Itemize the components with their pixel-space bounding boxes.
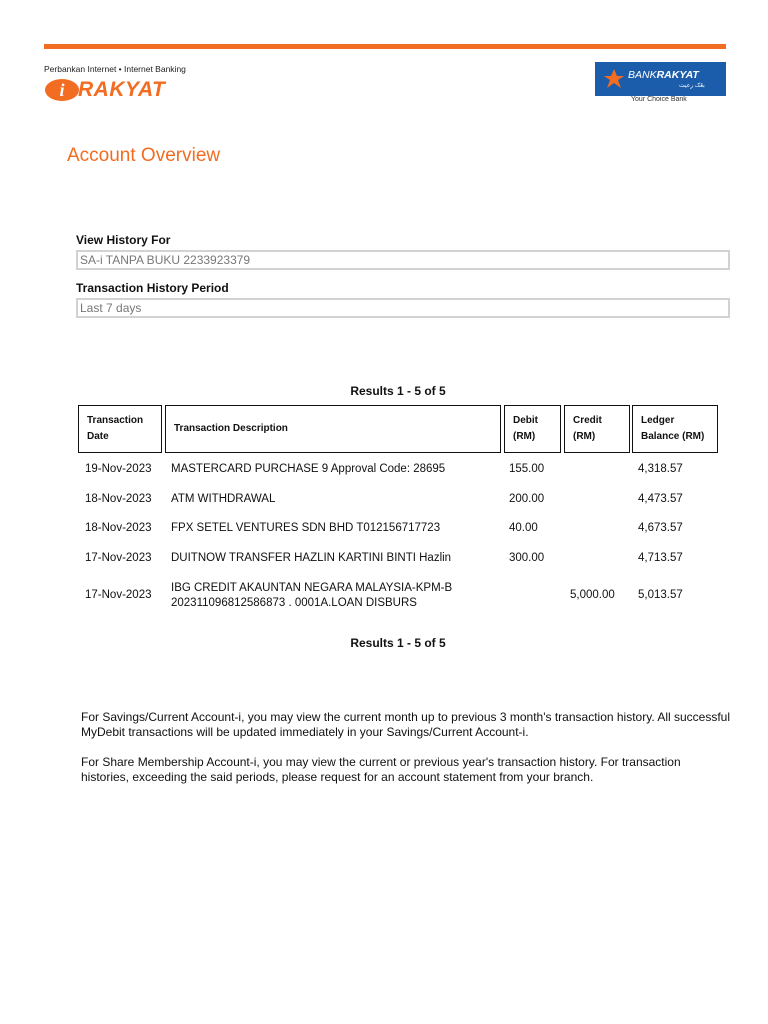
- row-description: ATM WITHDRAWAL: [171, 493, 276, 505]
- row-date: 18-Nov-2023: [85, 493, 152, 505]
- results-count-top: Results 1 - 5 of 5: [350, 384, 446, 398]
- account-select[interactable]: SA-i TANPA BUKU 2233923379: [76, 250, 730, 270]
- col-header-credit: [564, 405, 630, 453]
- savings-account-note: For Savings/Current Account-i, you may view the current month up to previous 3 month's transaction history. All successful MyDebit transactions will be updated immediately in your Savings/Current Account-i.: [81, 710, 731, 739]
- row-balance: 5,013.57: [638, 589, 683, 601]
- irakyat-tagline: Perbankan Internet • Internet Banking: [44, 64, 186, 74]
- irakyat-wordmark: RAKYAT: [78, 78, 166, 101]
- row-description: DUITNOW TRANSFER HAZLIN KARTINI BINTI Hazlin: [171, 552, 452, 564]
- row-debit: 40.00: [509, 522, 538, 534]
- bank-rakyat-name: [628, 69, 699, 81]
- col-header-date-line1: Transaction: [87, 415, 144, 426]
- page-title: Account Overview: [67, 145, 221, 166]
- header-accent-bar: [44, 44, 726, 49]
- row-balance: 4,318.57: [638, 463, 683, 475]
- row-description: MASTERCARD PURCHASE 9 Approval Code: 28695: [171, 463, 446, 475]
- irakyat-letter: i: [59, 80, 65, 100]
- col-header-credit-line1: Credit: [573, 415, 602, 426]
- irakyat-logo-icon: [44, 78, 80, 102]
- col-header-balance: [632, 405, 718, 453]
- col-header-description: [165, 405, 501, 453]
- results-count-bottom: Results 1 - 5 of 5: [350, 636, 446, 650]
- row-description-line2: 202311096812586873 . 0001A.LOAN DISBURS: [171, 597, 417, 609]
- row-balance: 4,713.57: [638, 552, 683, 564]
- irakyat-logo[interactable]: [44, 64, 204, 106]
- bank-rakyat-emblem-icon: [603, 68, 625, 90]
- row-description: IBG CREDIT AKAUNTAN NEGARA MALAYSIA-KPM-B: [171, 582, 453, 594]
- row-balance: 4,473.57: [638, 493, 683, 505]
- bank-tagline: Your Choice Bank: [631, 96, 687, 103]
- row-date: 17-Nov-2023: [85, 589, 152, 601]
- col-header-date: [78, 405, 162, 453]
- col-header-debit-line1: Debit: [513, 415, 538, 426]
- bank-name-suffix: RAKYAT: [656, 69, 699, 81]
- row-date: 18-Nov-2023: [85, 522, 152, 534]
- share-account-note: For Share Membership Account-i, you may view the current or previous year's transaction history. For transaction histories, exceeding the said periods, please request for an account statement from your branch.: [81, 755, 681, 784]
- col-header-credit-line2: (RM): [573, 431, 596, 442]
- row-date: 19-Nov-2023: [85, 463, 152, 475]
- row-date: 17-Nov-2023: [85, 552, 152, 564]
- col-header-balance-line1: Ledger: [641, 415, 675, 426]
- period-select[interactable]: Last 7 days: [76, 298, 730, 318]
- row-debit: 300.00: [509, 552, 545, 564]
- col-header-debit: [504, 405, 561, 453]
- col-header-debit-line2: (RM): [513, 431, 536, 442]
- col-header-description-label: Transaction Description: [174, 423, 288, 434]
- bank-rakyat-logo[interactable]: [595, 62, 726, 96]
- row-credit: 5,000.00: [570, 589, 615, 601]
- col-header-date-line2: Date: [87, 431, 109, 442]
- row-description: FPX SETEL VENTURES SDN BHD T012156717723: [171, 522, 441, 534]
- row-debit: 200.00: [509, 493, 545, 505]
- bank-name-prefix: BANK: [628, 69, 657, 81]
- col-header-balance-line2: Balance (RM): [641, 431, 705, 442]
- account-label: View History For: [76, 233, 171, 247]
- period-label: Transaction History Period: [76, 281, 229, 295]
- row-balance: 4,673.57: [638, 522, 683, 534]
- row-debit: 155.00: [509, 463, 545, 475]
- bank-rakyat-jawi: بڠک رعيت: [679, 83, 705, 89]
